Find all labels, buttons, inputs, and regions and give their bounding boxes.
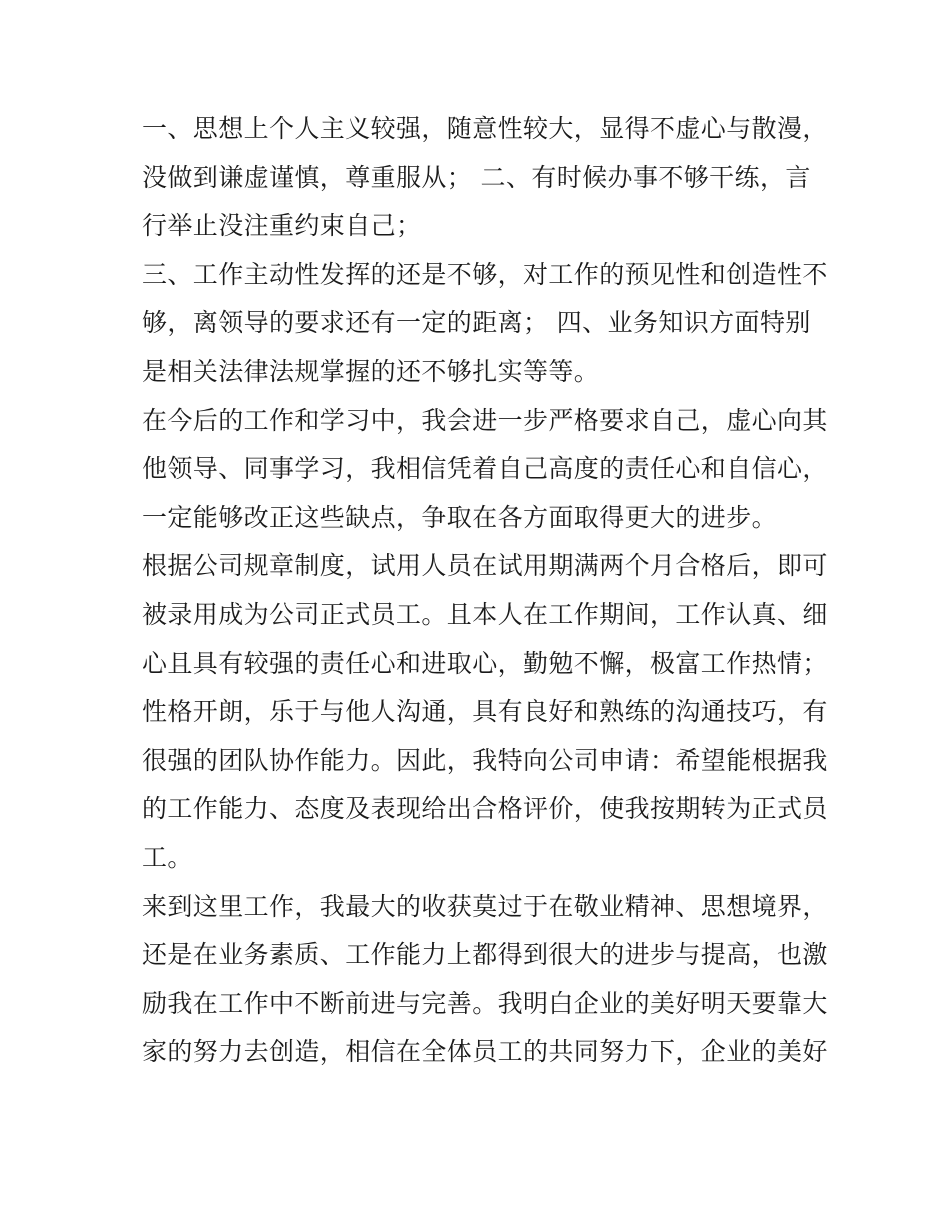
paragraph-future-plans [142, 397, 828, 543]
text-line: 性格开朗，乐于与他人沟通，具有良好和熟练的沟通技巧，有 [142, 697, 828, 727]
text-line: 三、工作主动性发挥的还是不够，对工作的预见性和创造性不 [142, 259, 828, 289]
text-line: 励我在工作中不断前进与完善。我明白企业的美好明天要靠大 [142, 988, 828, 1018]
paragraph-shortcomings-2 [142, 251, 828, 397]
paragraph-gains [142, 883, 828, 1077]
text-line: 的工作能力、态度及表现给出合格评价，使我按期转为正式员 [142, 794, 828, 824]
text-line: 被录用成为公司正式员工。且本人在工作期间，工作认真、细 [142, 599, 828, 629]
paragraph-shortcomings-1 [142, 105, 828, 251]
text-line: 还是在业务素质、工作能力上都得到很大的进步与提高，也激 [142, 940, 828, 970]
text-line: 工。 [142, 842, 193, 872]
text-line: 根据公司规章制度，试用人员在试用期满两个月合格后，即可 [142, 551, 828, 581]
text-line: 很强的团队协作能力。因此，我特向公司申请：希望能根据我 [142, 745, 828, 775]
text-line: 够，离领导的要求还有一定的距离； 四、业务知识方面特别 [142, 308, 811, 338]
text-line: 一定能够改正这些缺点，争取在各方面取得更大的进步。 [142, 502, 778, 532]
text-line: 来到这里工作，我最大的收获莫过于在敬业精神、思想境界， [142, 891, 828, 921]
text-line: 他领导、同事学习，我相信凭着自己高度的责任心和自信心， [142, 454, 828, 484]
text-line: 没做到谦虚谨慎，尊重服从； 二、有时候办事不够干练，言 [142, 162, 811, 192]
document-body [142, 105, 828, 1077]
text-line: 是相关法律法规掌握的还不够扎实等等。 [142, 356, 600, 386]
text-line: 心且具有较强的责任心和进取心，勤勉不懈，极富工作热情； [142, 648, 828, 678]
text-line: 一、思想上个人主义较强，随意性较大，显得不虚心与散漫， [142, 114, 828, 143]
text-line: 在今后的工作和学习中，我会进一步严格要求自己，虚心向其 [142, 405, 828, 435]
paragraph-application [142, 542, 828, 882]
text-line: 家的努力去创造，相信在全体员工的共同努力下，企业的美好 [142, 1037, 828, 1067]
text-line: 行举止没注重约束自己； [142, 211, 422, 241]
